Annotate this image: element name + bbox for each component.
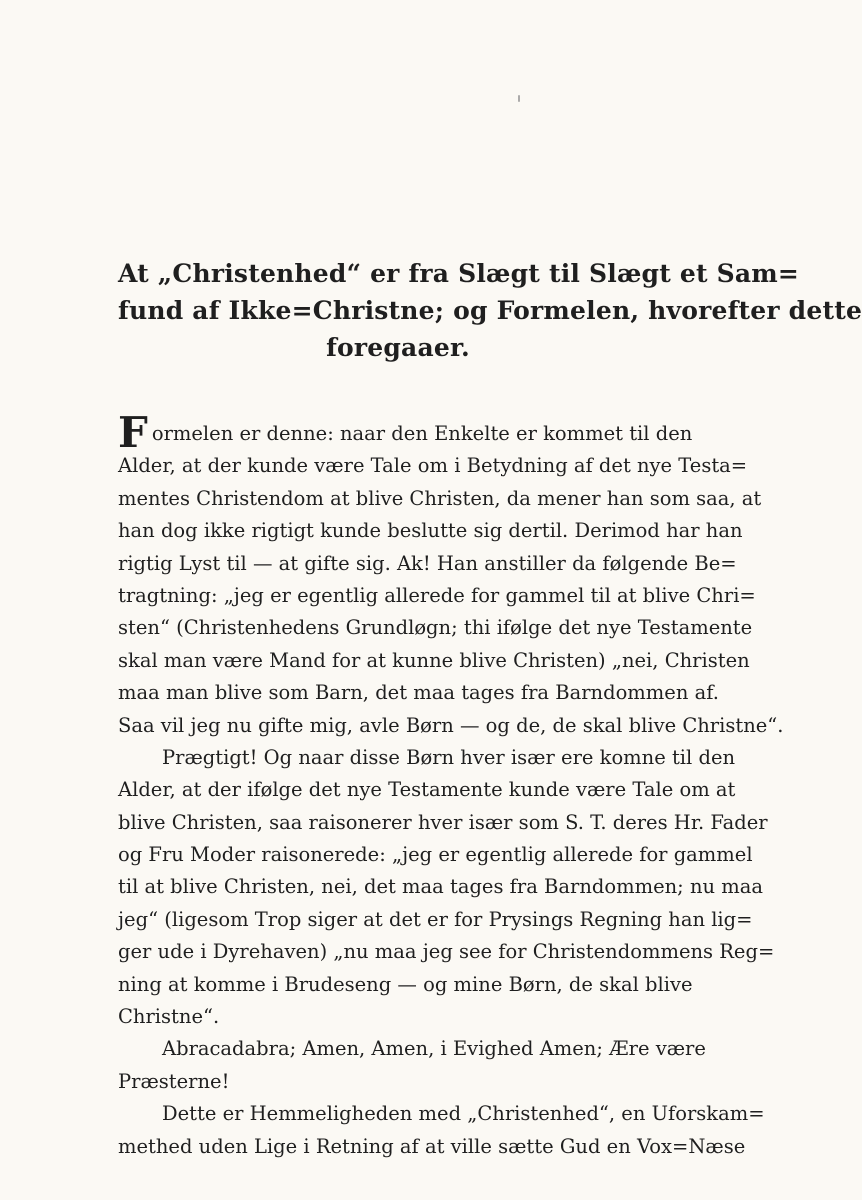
heading-line-3: foregaaer. — [326, 333, 470, 362]
paragraph-1-line-1 — [118, 408, 693, 457]
body-line: tragtning: „jeg er egentlig allerede for gammel til at blive Chri= — [118, 583, 756, 607]
paragraph-3-line-1: Abracadabra; Amen, Amen, i Evighed Amen; Ære være — [162, 1037, 706, 1061]
heading-line-2: fund af Ikke=Christne; og Formelen, hvorefter dette — [118, 296, 862, 325]
body-line: jeg“ (ligesom Trop siger at det er for Prysings Regning han lig= — [118, 907, 753, 931]
body-line: ger ude i Dyrehaven) „nu maa jeg see for Christendommens Reg= — [118, 940, 775, 964]
body-line: maa man blive som Barn, det maa tages fra Barndommen af. — [118, 681, 719, 705]
body-line: Alder, at der kunde være Tale om i Betydning af det nye Testa= — [118, 454, 748, 478]
body-line: Saa vil jeg nu gifte mig, avle Børn — og de, de skal blive Christne“. — [118, 713, 784, 737]
body-line: sten“ (Christenhedens Grundløgn; thi ifølge det nye Testamente — [118, 616, 753, 640]
print-speck — [518, 95, 520, 102]
body-text — [118, 408, 784, 1163]
heading-line-1: At „Christenhed“ er fra Slægt til Slægt et Sam= — [118, 259, 800, 288]
body-line: Præsterne! — [118, 1069, 230, 1093]
body-line: skal man være Mand for at kunne blive Christen) „nei, Christen — [118, 648, 750, 672]
body-line: ning at komme i Brudeseng — og mine Børn, de skal blive — [118, 972, 693, 996]
body-line: rigtig Lyst til — at gifte sig. Ak! Han anstiller da følgende Be= — [118, 551, 737, 575]
body-line: han dog ikke rigtigt kunde beslutte sig dertil. Derimod har han — [118, 519, 743, 543]
body-line: og Fru Moder raisonerede: „jeg er egentlig allerede for gammel — [118, 843, 753, 867]
section-heading — [118, 255, 862, 366]
body-line: Christne“. — [118, 1005, 220, 1029]
paragraph-4-line-1: Dette er Hemmeligheden med „Christenhed“, en Uforskam= — [162, 1102, 765, 1126]
body-line: blive Christen, saa raisonerer hver især som S. T. deres Hr. Fader — [118, 810, 768, 834]
body-line: Alder, at der ifølge det nye Testamente kunde være Tale om at — [118, 778, 736, 802]
drop-cap: F — [118, 408, 148, 457]
body-line: mentes Christendom at blive Christen, da mener han som saa, at — [118, 486, 762, 510]
body-line: ormelen er denne: naar den Enkelte er kommet til den — [151, 422, 693, 445]
body-line: methed uden Lige i Retning af at ville sætte Gud en Vox=Næse — [118, 1134, 746, 1158]
body-line: til at blive Christen, nei, det maa tages fra Barndommen; nu maa — [118, 875, 764, 899]
paragraph-2-line-1: Prægtigt! Og naar disse Børn hver især ere komne til den — [162, 745, 736, 769]
